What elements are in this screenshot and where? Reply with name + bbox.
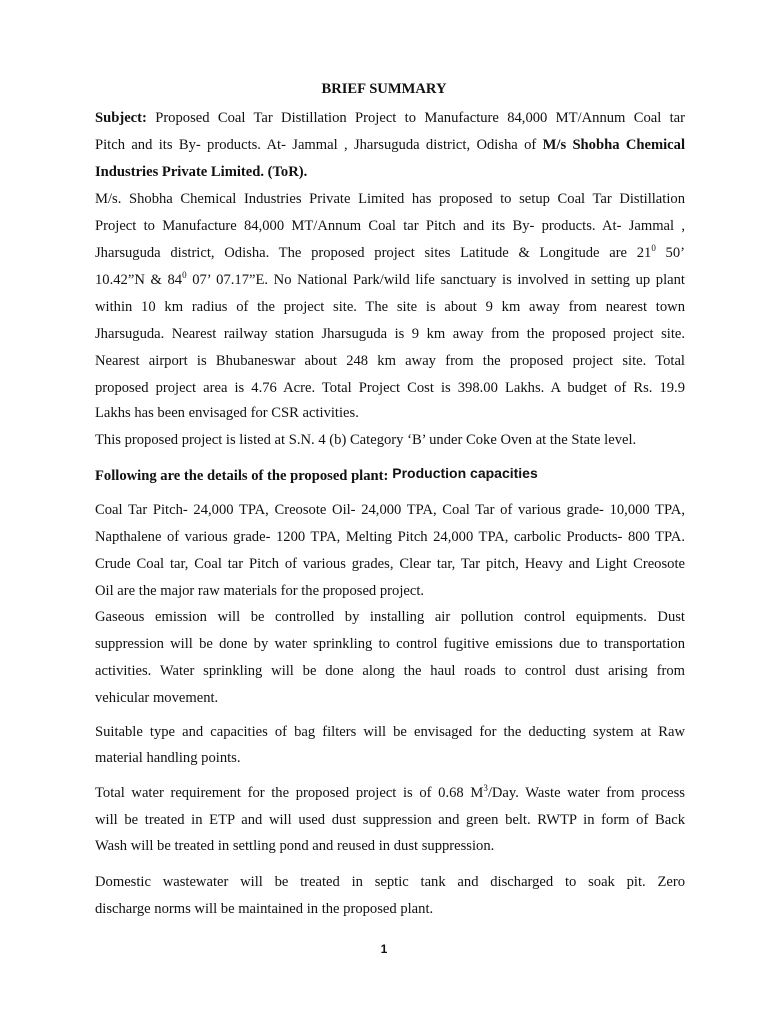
capacity-line-1: Coal Tar Pitch- 24,000 TPA, Creosote Oil- 24,000 TPA, Coal Tar of various grade- 10,000 TPA, — [95, 502, 685, 518]
intro-line-3-end: 50’ — [655, 245, 685, 261]
capacity-line-2: Napthalene of various grade- 1200 TPA, Melting Pitch 24,000 TPA, carbolic Products- 800 TPA. — [95, 529, 685, 545]
intro-line-4-text: 07’ 07.17”E. No National Park/wild life sanctuary is involved in setting up plant — [186, 272, 685, 288]
domestic-line-2: discharge norms will be maintained in the proposed plant. — [95, 901, 434, 917]
intro-line-7: Nearest airport is Bhubaneswar about 248 km away from the proposed project site. Total — [95, 353, 685, 369]
details-heading-text: Following are the details of the proposed plant: — [95, 468, 389, 484]
subject-label: Subject: — [95, 110, 147, 126]
bagfilter-line-1: Suitable type and capacities of bag filters will be envisaged for the deducting system at Raw — [95, 724, 685, 740]
emission-line-2: suppression will be done by water sprinkling to control fugitive emissions due to transportation — [95, 636, 685, 652]
intro-line-4-start: 10.42”N & 84 — [95, 272, 183, 288]
water-line-1-end: /Day. Waste water from process — [487, 785, 685, 801]
production-capacities-heading: Production capacities — [388, 465, 538, 481]
intro-line-1: M/s. Shobha Chemical Industries Private Limited has proposed to setup Coal Tar Distillation — [95, 191, 685, 207]
intro-line-6: Jharsuguda. Nearest railway station Jharsuguda is 9 km away from the proposed project site. — [95, 326, 685, 342]
intro-line-3-text: Jharsuguda district, Odisha. The proposed project sites Latitude & Longitude are 21 — [95, 245, 652, 261]
degree-superscript: 0 — [182, 270, 187, 281]
water-line-2: will be treated in ETP and will used dust suppression and green belt. RWTP in form of Back — [95, 812, 685, 828]
details-heading — [95, 465, 685, 486]
subject-line-2 — [95, 135, 685, 155]
degree-superscript: 0 — [651, 243, 656, 254]
emission-line-1: Gaseous emission will be controlled by installing air pollution control equipments. Dust — [95, 609, 685, 625]
domestic-line-1: Domestic wastewater will be treated in septic tank and discharged to soak pit. Zero — [95, 874, 685, 890]
category-line: This proposed project is listed at S.N. 4 (b) Category ‘B’ under Coke Oven at the State level. — [95, 432, 637, 448]
bagfilter-line-2: material handling points. — [95, 750, 241, 766]
intro-line-8: proposed project area is 4.76 Acre. Total Project Cost is 398.00 Lakhs. A budget of Rs. 19.9 — [95, 380, 685, 396]
intro-line-3 — [95, 243, 685, 263]
water-line-1 — [95, 783, 685, 803]
intro-line-9: Lakhs has been envisaged for CSR activities. — [95, 405, 359, 421]
water-line-1-text: Total water requirement for the proposed project is of 0.68 M — [95, 785, 484, 801]
subject-line-3: Industries Private Limited. (ToR). — [95, 164, 308, 180]
emission-line-3: activities. Water sprinkling will be done along the haul roads to control dust arising from — [95, 663, 685, 679]
page-title: BRIEF SUMMARY — [321, 81, 447, 97]
intro-line-2: Project to Manufacture 84,000 MT/Annum Coal tar Pitch and its By- products. At- Jammal , — [95, 218, 685, 234]
intro-line-4 — [95, 270, 685, 290]
water-line-3: Wash will be treated in settling pond and reused in dust suppression. — [95, 838, 495, 854]
page-number: 1 — [380, 942, 388, 956]
cubic-superscript: 3 — [483, 783, 488, 794]
capacity-line-4: Oil are the major raw materials for the proposed project. — [95, 583, 425, 599]
emission-line-4: vehicular movement. — [95, 690, 219, 706]
subject-text-2: Pitch and its By- products. At- Jammal , Jharsuguda district, Odisha of — [95, 137, 543, 153]
capacity-line-3: Crude Coal tar, Coal tar Pitch of various grades, Clear tar, Tar pitch, Heavy and Light Creosote — [95, 556, 685, 572]
subject-text-1: Proposed Coal Tar Distillation Project to Manufacture 84,000 MT/Annum Coal tar — [146, 110, 685, 126]
intro-line-5: within 10 km radius of the project site. The site is about 9 km away from nearest town — [95, 299, 685, 315]
subject-line-1 — [95, 108, 685, 128]
company-name-bold: M/s Shobha Chemical — [542, 137, 686, 153]
